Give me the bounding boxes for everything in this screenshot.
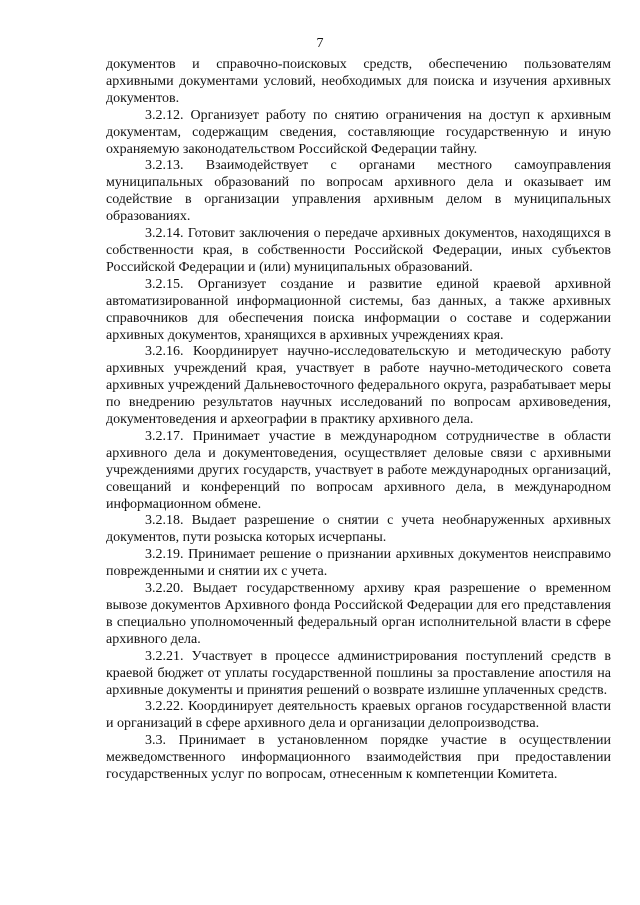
paragraph-3-2-17: 3.2.17. Принимает участие в международном сотрудничестве в области архивного дела и документоведения, осуществляет деловые связи с архивными учреждениями других государств, участвует в работе международных организаций, совещаний и конференций по вопросам архивного дела, в международном информационном обмене.	[106, 428, 611, 512]
paragraph-3-2-13: 3.2.13. Взаимодействует с органами местного самоуправления муниципальных образований по вопросам архивного дела и оказывает им содействие в организации управления архивным делом в муниципальных образованиях.	[106, 158, 611, 225]
paragraph-3-2-20: 3.2.20. Выдает государственному архиву края разрешение о временном вывозе документов Архивного фонда Российской Федерации для его представления в специально уполномоченный федеральный орган исполнительной власти в сфере архивного дела.	[106, 581, 611, 647]
paragraph-3-2-19: 3.2.19. Принимает решение о признании архивных документов неисправимо поврежденными и снятии их с учета.	[106, 547, 611, 580]
paragraph-3-2-15: 3.2.15. Организует создание и развитие единой краевой архивной автоматизированной информационной системы, баз данных, а также архивных справочников для обеспечения поиска информации о составе и содержании архивных документов, хранящихся в архивных учреждениях края.	[106, 276, 611, 343]
paragraph-3-2-22: 3.2.22. Координирует деятельность краевых органов государственной власти и организаций в сфере архивного дела и организации делопроизводства.	[106, 699, 611, 732]
document-body	[106, 57, 611, 784]
paragraph-3-2-18: 3.2.18. Выдает разрешение о снятии с учета необнаруженных архивных документов, пути розыска которых исчерпаны.	[106, 513, 611, 546]
paragraph-3-2-14: 3.2.14. Готовит заключения о передаче архивных документов, находящихся в собственности края, в собственности Российской Федерации, иных субъектов Российской Федерации и (или) муниципальных образований.	[106, 226, 611, 275]
paragraph-3-2-21: 3.2.21. Участвует в процессе администрирования поступлений средств в краевой бюджет от уплаты государственной пошлины за проставление апостиля на архивные документы и принятия решений о возврате излишне уплаченных средств.	[106, 648, 611, 698]
paragraph-continuation: документов и справочно-поисковых средств, обеспечению пользователям архивными документами условий, необходимых для поиска и изучения архивных документов.	[106, 57, 611, 106]
page-number: 7	[316, 36, 324, 51]
paragraph-3-2-12: 3.2.12. Организует работу по снятию ограничения на доступ к архивным документам, содержащим сведения, составляющие государственную и иную охраняемую законодательством Российской Федерации тайну.	[106, 107, 611, 157]
paragraph-3-3: 3.3. Принимает в установленном порядке участие в осуществлении межведомственного информационного взаимодействия при предоставлении государственных услуг по вопросам, отнесенным к компетенции Комитета.	[106, 733, 611, 783]
paragraph-3-2-16: 3.2.16. Координирует научно-исследовательскую и методическую работу архивных учреждений края, участвует в работе научно-методического совета архивных учреждений Дальневосточного федерального округа, разрабатывает меры по внедрению результатов научных исследований по вопросам архивоведения, документоведения и археографии в практику архивного дела.	[106, 344, 611, 428]
